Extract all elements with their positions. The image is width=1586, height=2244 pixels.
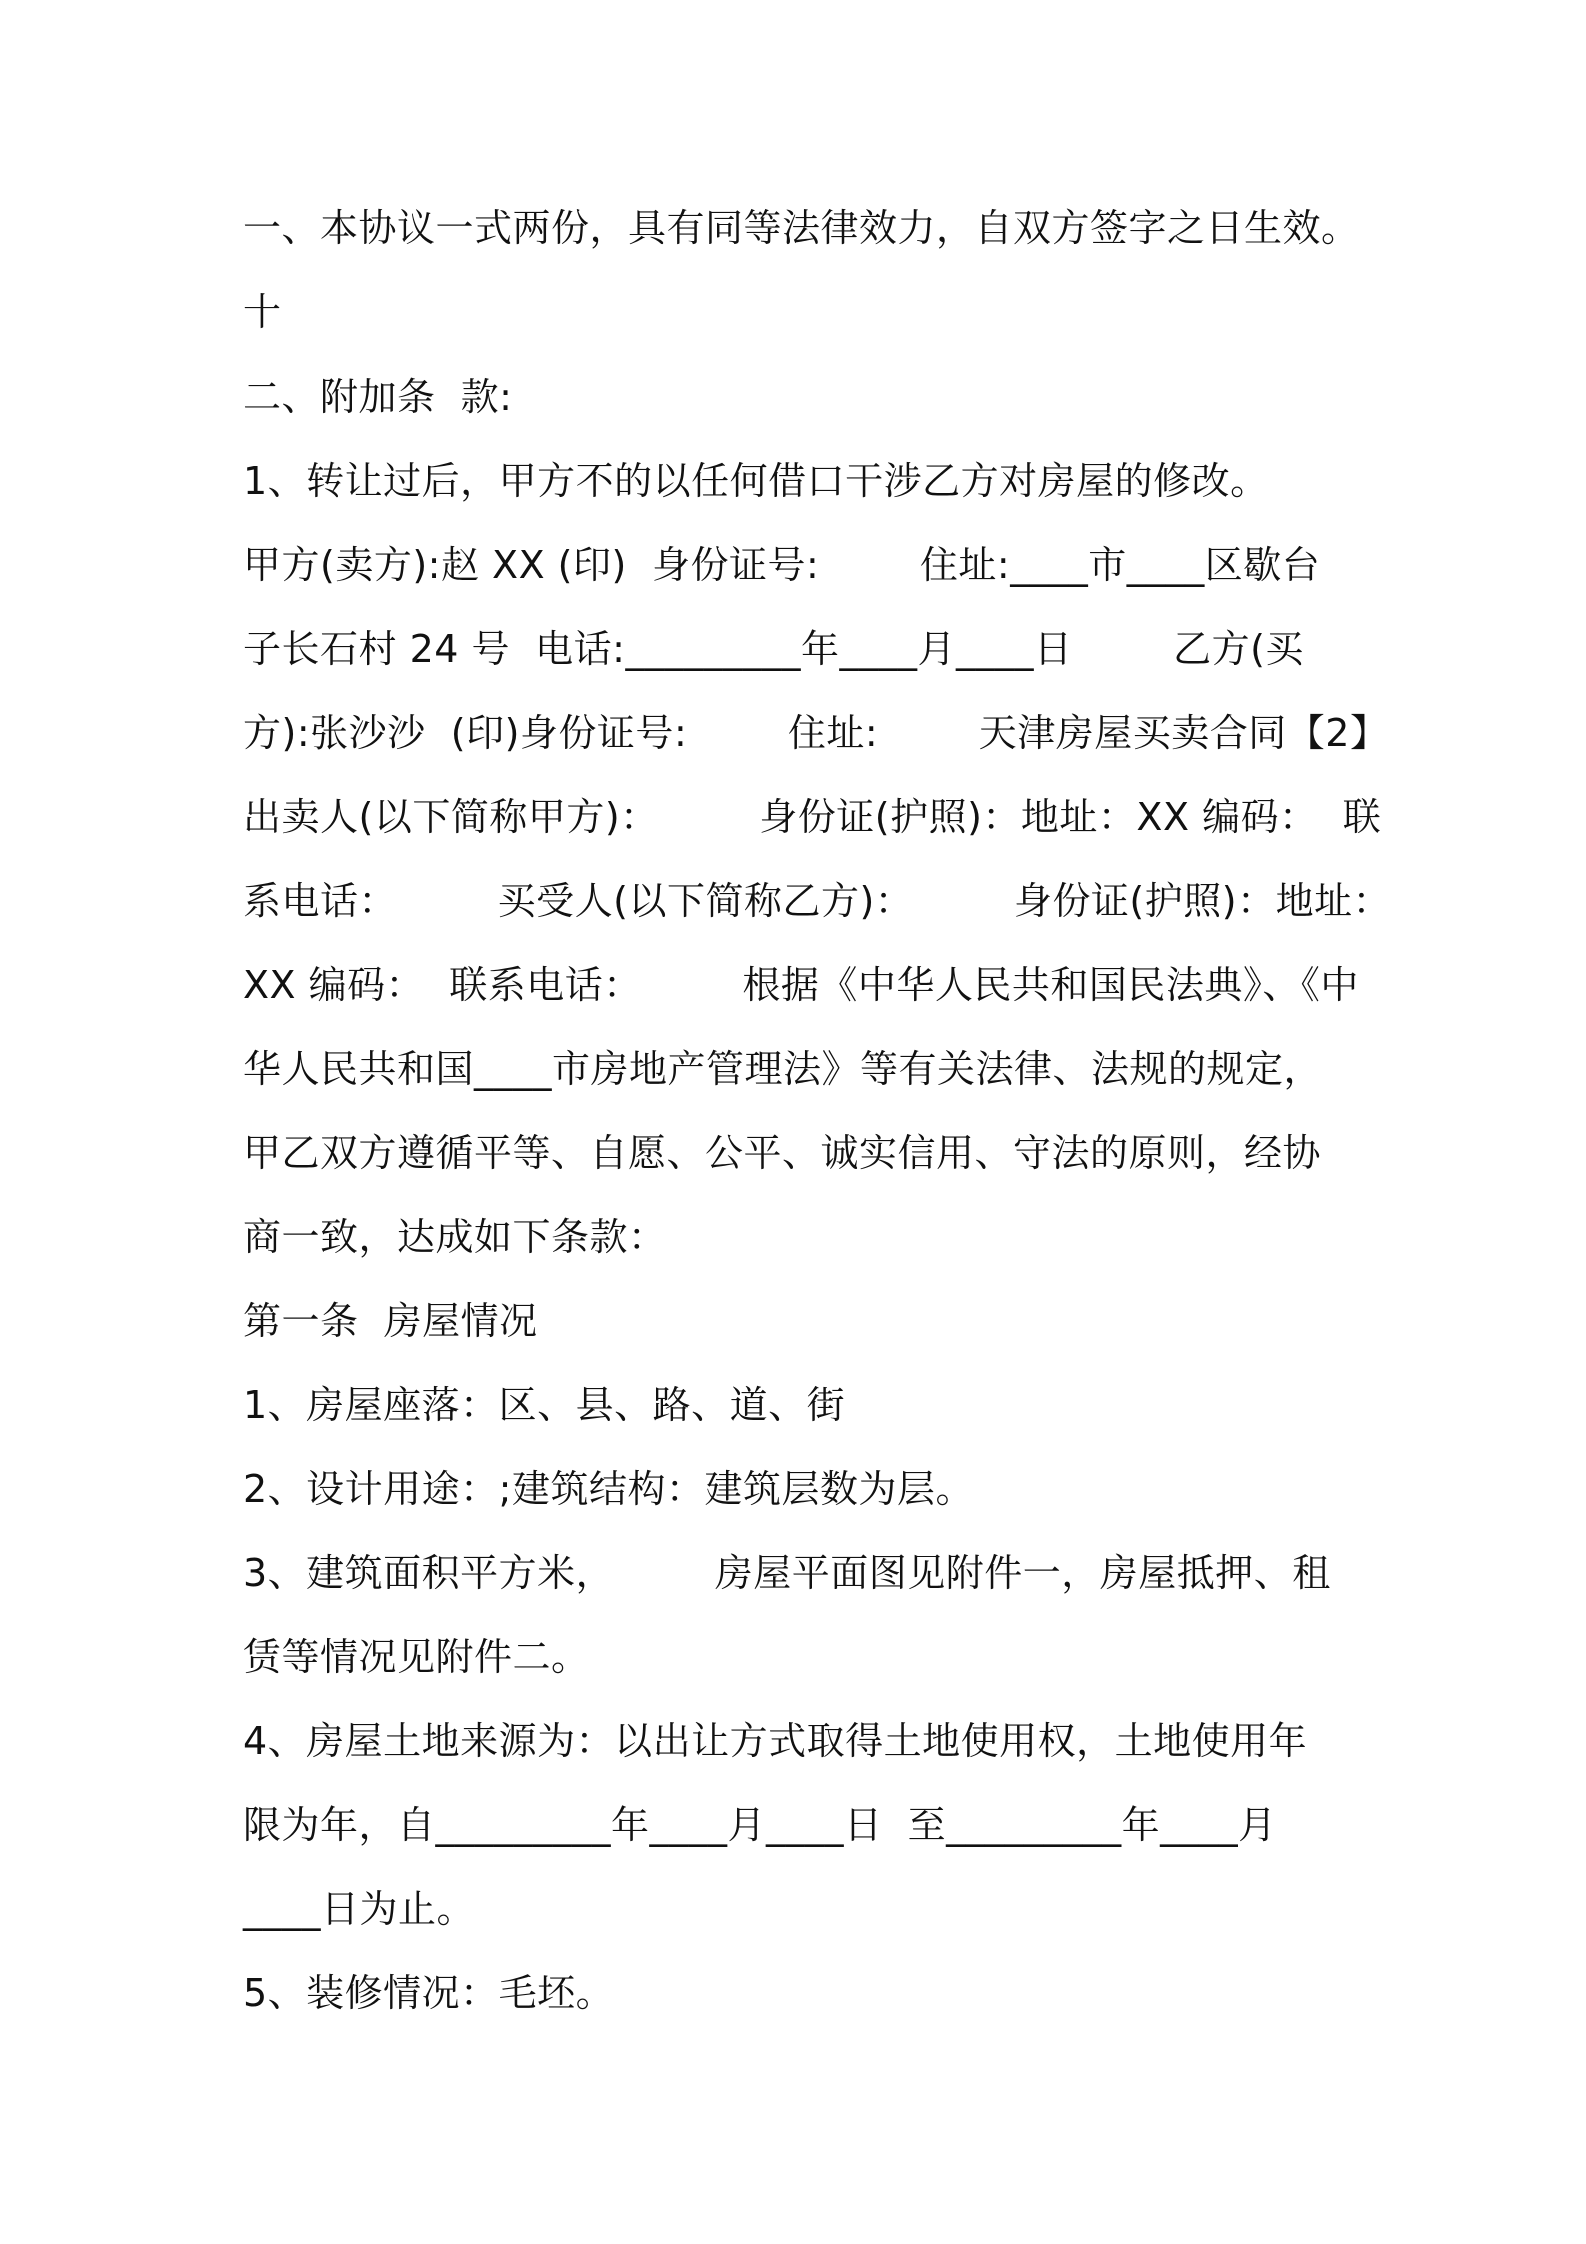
text-line: 5、装修情况：毛坯。	[243, 1971, 615, 2015]
text-line: 2、设计用途：;建筑结构：建筑层数为层。	[243, 1467, 974, 1511]
section-heading: 第一条 房屋情况	[243, 1299, 538, 1343]
text-line: 华人民共和国____市房地产管理法》等有关法律、法规的规定，	[243, 1047, 1323, 1091]
text-line: 方):张沙沙 (印)身份证号: 住址: 天津房屋买卖合同【2】	[243, 711, 1389, 755]
text-line: 出卖人(以下简称甲方)： 身份证(护照)：地址：XX 编码： 联	[243, 795, 1382, 839]
text-line: XX 编码： 联系电话： 根据《中华人民共和国民法典》、《中	[243, 963, 1359, 1007]
text-line: 子长石村 24 号 电话:_________年____月____日 乙方(买	[243, 627, 1304, 671]
text-line: 1、转让过后，甲方不的以任何借口干涉乙方对房屋的修改。	[243, 459, 1269, 503]
text-line: 一、本协议一式两份，具有同等法律效力，自双方签字之日生效。	[243, 206, 1360, 250]
text-line: 甲乙双方遵循平等、自愿、公平、诚实信用、守法的原则，经协	[243, 1131, 1322, 1175]
text-line: ____日为止。	[243, 1887, 476, 1931]
text-line: 商一致，达成如下条款：	[243, 1215, 667, 1259]
text-line: 1、房屋座落：区、县、路、道、街	[243, 1383, 846, 1427]
text-line: 二、附加条 款:	[243, 375, 513, 419]
text-line: 甲方(卖方):赵 XX (印) 身份证号: 住址:____市____区歇台	[243, 543, 1321, 587]
text-line: 赁等情况见附件二。	[243, 1635, 590, 1679]
text-line: 限为年，自_________年____月____日 至_________年____月	[243, 1803, 1277, 1847]
text-line: 系电话： 买受人(以下简称乙方)： 身份证(护照)：地址：	[243, 879, 1392, 923]
text-line: 4、房屋土地来源为：以出让方式取得土地使用权，土地使用年	[243, 1719, 1308, 1763]
text-line: 3、建筑面积平方米， 房屋平面图见附件一，房屋抵押、租	[243, 1551, 1331, 1595]
text-line: 十	[243, 290, 282, 334]
